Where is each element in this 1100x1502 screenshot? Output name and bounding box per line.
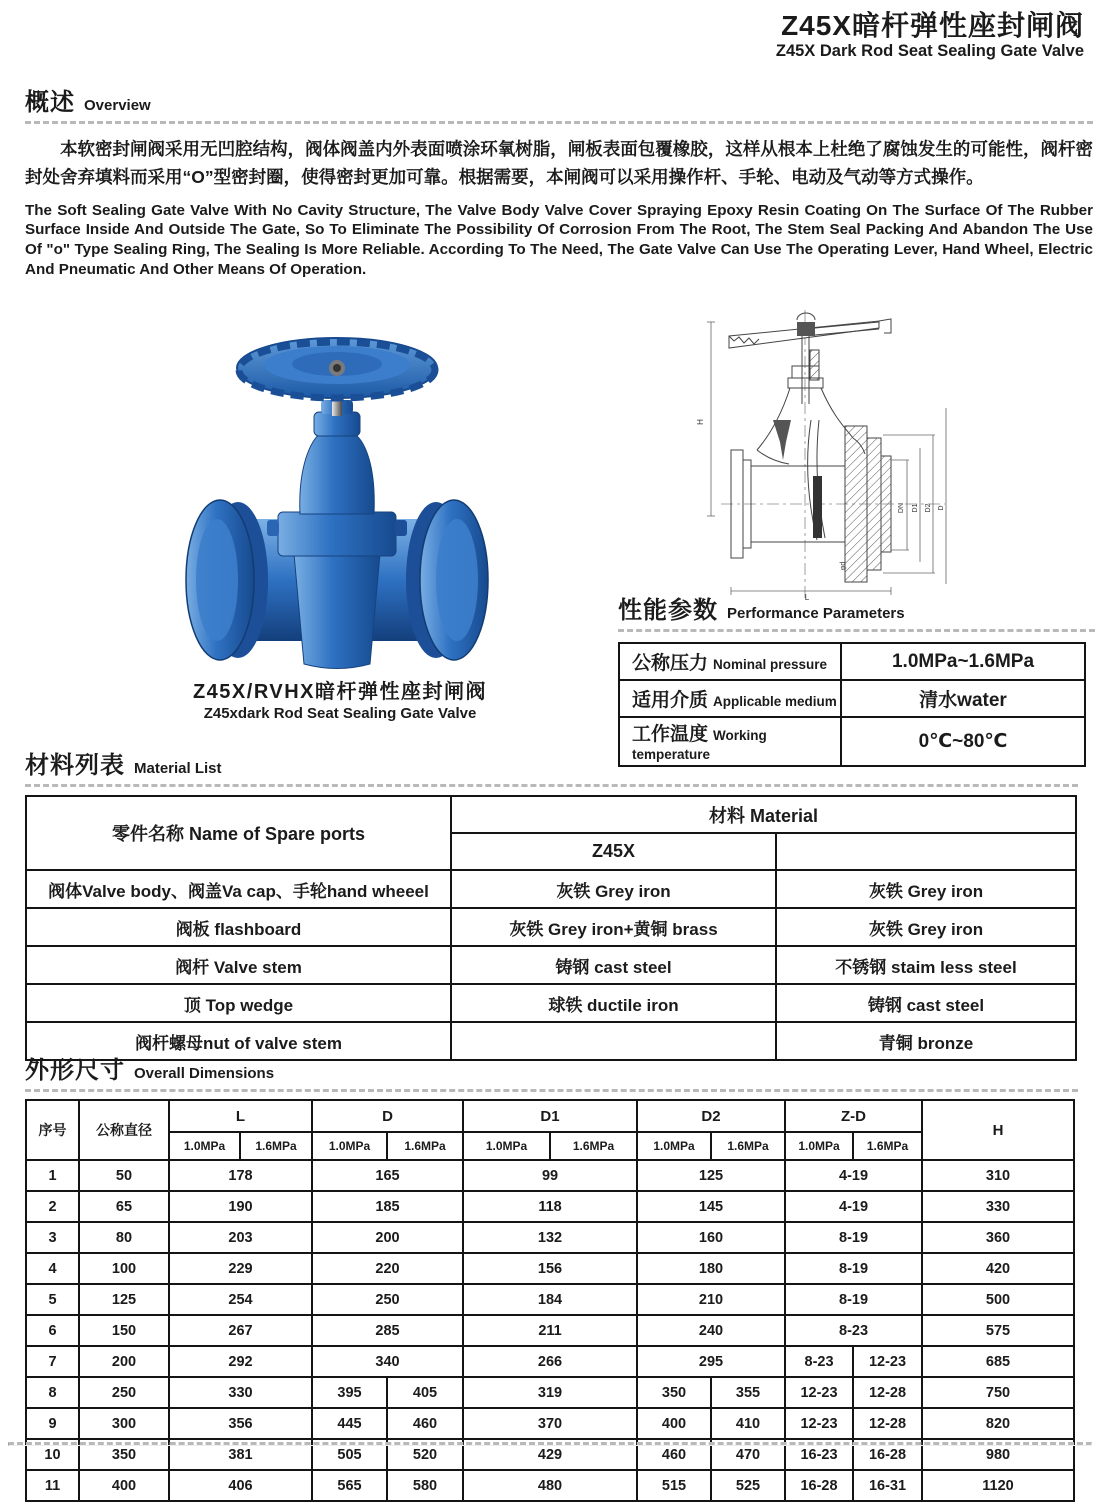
dims-D-16: 405 bbox=[387, 1377, 463, 1408]
dims-ZD: 8-19 bbox=[785, 1253, 922, 1284]
performance-label-en: Working temperature bbox=[632, 728, 767, 762]
dims-L: 190 bbox=[169, 1191, 312, 1222]
dashed-divider bbox=[25, 784, 1078, 787]
dims-sub-L-10: 1.0MPa bbox=[169, 1132, 240, 1160]
dims-L: 267 bbox=[169, 1315, 312, 1346]
dims-D1: 266 bbox=[463, 1346, 637, 1377]
dims-D: 200 bbox=[312, 1222, 463, 1253]
material-row bbox=[26, 908, 1076, 946]
dims-ZD: 4-19 bbox=[785, 1191, 922, 1222]
dims-no: 8 bbox=[26, 1377, 79, 1408]
dims-dn: 100 bbox=[79, 1253, 169, 1284]
performance-label-en: Applicable medium bbox=[713, 694, 837, 709]
overview-paragraph-zh: 本软密封闸阀采用无凹腔结构，阀体阀盖内外表面喷涂环氧树脂，闸板表面包覆橡胶，这样从根本上杜绝了腐蚀发生的可能性，阀杆密封处舍弃填料而采用“O”型密封圈，使得密封更加可靠。根据需要，本闸阀可以采用操作杆、手轮、电动及气动等方式操作。 bbox=[25, 139, 1093, 188]
dims-ZD: 8-23 bbox=[785, 1315, 922, 1346]
valve-product-image bbox=[172, 316, 504, 682]
dims-dn: 50 bbox=[79, 1160, 169, 1191]
material-row bbox=[26, 946, 1076, 984]
dims-group-ZD: Z-D bbox=[785, 1100, 922, 1132]
dims-D: 250 bbox=[312, 1284, 463, 1315]
dims-no: 5 bbox=[26, 1284, 79, 1315]
page-title bbox=[776, 10, 1084, 61]
performance-label-zh: 公称压力 bbox=[632, 653, 709, 674]
dims-L: 381 bbox=[169, 1439, 312, 1470]
dimensions-heading bbox=[25, 1050, 1078, 1085]
dims-no: 10 bbox=[26, 1439, 79, 1470]
drawing-valve-outline bbox=[729, 313, 891, 582]
dims-sub-D-16: 1.6MPa bbox=[387, 1132, 463, 1160]
dims-D1: 429 bbox=[463, 1439, 637, 1470]
dims-D2: 145 bbox=[637, 1191, 785, 1222]
dims-D1: 118 bbox=[463, 1191, 637, 1222]
performance-value-cell: 清水water bbox=[841, 680, 1085, 717]
material-material-header: 材料 Material bbox=[451, 796, 1076, 833]
dims-ZD-10: 16-23 bbox=[785, 1439, 853, 1470]
dims-col-h: H bbox=[922, 1100, 1074, 1160]
overview-heading bbox=[25, 82, 1093, 117]
material-part-name: 顶 Top wedge bbox=[26, 984, 451, 1022]
dims-row bbox=[26, 1222, 1074, 1253]
dims-ZD-10: 12-23 bbox=[785, 1377, 853, 1408]
dims-ZD-10: 12-23 bbox=[785, 1408, 853, 1439]
dims-D2-16: 525 bbox=[711, 1470, 785, 1501]
dims-D-10: 445 bbox=[312, 1408, 387, 1439]
material-value-2: 不锈钢 staim less steel bbox=[776, 946, 1076, 984]
material-heading-zh: 材料列表 bbox=[25, 752, 125, 779]
dashed-divider bbox=[25, 121, 1093, 124]
material-header-row bbox=[26, 796, 1076, 833]
material-section bbox=[25, 745, 1078, 1061]
overview-heading-zh: 概述 bbox=[25, 89, 75, 116]
material-value-2: 铸钢 cast steel bbox=[776, 984, 1076, 1022]
dims-D: 165 bbox=[312, 1160, 463, 1191]
material-part-name: 阀板 flashboard bbox=[26, 908, 451, 946]
dims-L: 203 bbox=[169, 1222, 312, 1253]
dims-D2: 180 bbox=[637, 1253, 785, 1284]
dims-ZD-16: 12-28 bbox=[853, 1408, 922, 1439]
dims-sub-D1-16: 1.6MPa bbox=[550, 1132, 637, 1160]
valve-bonnet bbox=[300, 400, 374, 514]
material-value-2: 灰铁 Grey iron bbox=[776, 870, 1076, 908]
material-value-2: 青铜 bronze bbox=[776, 1022, 1076, 1060]
dims-D1: 99 bbox=[463, 1160, 637, 1191]
dims-D2-16: 470 bbox=[711, 1439, 785, 1470]
valve-technical-drawing bbox=[693, 308, 965, 602]
dims-h: 820 bbox=[922, 1408, 1074, 1439]
dim-label-h: H bbox=[696, 419, 705, 425]
dims-D-16: 520 bbox=[387, 1439, 463, 1470]
dims-sub-D2-16: 1.6MPa bbox=[711, 1132, 785, 1160]
dims-L: 330 bbox=[169, 1377, 312, 1408]
dims-D-10: 565 bbox=[312, 1470, 387, 1501]
material-part-name: 阀杆螺母nut of valve stem bbox=[26, 1022, 451, 1060]
dashed-divider bbox=[618, 629, 1095, 632]
dims-no: 7 bbox=[26, 1346, 79, 1377]
dimensions-section bbox=[25, 1050, 1078, 1502]
dims-dn: 150 bbox=[79, 1315, 169, 1346]
dims-D1: 211 bbox=[463, 1315, 637, 1346]
dims-group-D2: D2 bbox=[637, 1100, 785, 1132]
dims-header-row bbox=[26, 1100, 1074, 1132]
dims-ZD-10: 16-28 bbox=[785, 1470, 853, 1501]
material-value-1: 灰铁 Grey iron+黄铜 brass bbox=[451, 908, 776, 946]
dims-D: 285 bbox=[312, 1315, 463, 1346]
dims-D1: 132 bbox=[463, 1222, 637, 1253]
dims-D2: 240 bbox=[637, 1315, 785, 1346]
dims-D-10: 505 bbox=[312, 1439, 387, 1470]
material-value-1: 铸钢 cast steel bbox=[451, 946, 776, 984]
material-model-header: Z45X bbox=[451, 833, 776, 870]
dim-label-d1: D1 bbox=[912, 503, 919, 513]
dims-h: 500 bbox=[922, 1284, 1074, 1315]
drawing-centerlines bbox=[721, 310, 945, 598]
material-value-1: 灰铁 Grey iron bbox=[451, 870, 776, 908]
dims-col-no: 序号 bbox=[26, 1100, 79, 1160]
dims-no: 6 bbox=[26, 1315, 79, 1346]
valve-handwheel bbox=[237, 338, 437, 398]
dims-D2-10: 515 bbox=[637, 1470, 711, 1501]
dims-col-dn: 公称直径 bbox=[79, 1100, 169, 1160]
drawing-dimension-lines bbox=[696, 322, 946, 602]
dims-D2-10: 350 bbox=[637, 1377, 711, 1408]
material-part-name: 阀体Valve body、阀盖Va cap、手轮hand wheeel bbox=[26, 870, 451, 908]
dims-D2-10: 400 bbox=[637, 1408, 711, 1439]
material-part-name: 阀杆 Valve stem bbox=[26, 946, 451, 984]
performance-label-zh: 工作温度 bbox=[632, 724, 709, 745]
dims-row bbox=[26, 1160, 1074, 1191]
dims-D-16: 580 bbox=[387, 1470, 463, 1501]
dims-dn: 400 bbox=[79, 1470, 169, 1501]
valve-flange-left bbox=[186, 500, 254, 660]
performance-label-cell bbox=[619, 680, 841, 717]
dims-h: 360 bbox=[922, 1222, 1074, 1253]
dim-label-d: D bbox=[938, 505, 945, 511]
dims-sub-D1-10: 1.0MPa bbox=[463, 1132, 550, 1160]
dims-dn: 80 bbox=[79, 1222, 169, 1253]
dims-ZD: 8-19 bbox=[785, 1284, 922, 1315]
dims-D-16: 460 bbox=[387, 1408, 463, 1439]
dims-row bbox=[26, 1253, 1074, 1284]
dim-label-d2: D2 bbox=[925, 503, 932, 513]
dims-ZD-16: 12-28 bbox=[853, 1377, 922, 1408]
dims-L: 178 bbox=[169, 1160, 312, 1191]
valve-flange-right bbox=[420, 500, 488, 660]
dims-D1: 370 bbox=[463, 1408, 637, 1439]
dims-D2-16: 355 bbox=[711, 1377, 785, 1408]
dims-D1: 184 bbox=[463, 1284, 637, 1315]
performance-value-cell: 0℃~80℃ bbox=[841, 717, 1085, 766]
dims-group-D: D bbox=[312, 1100, 463, 1132]
dims-h: 980 bbox=[922, 1439, 1074, 1470]
dims-D: 185 bbox=[312, 1191, 463, 1222]
dims-ZD-10: 8-23 bbox=[785, 1346, 853, 1377]
dims-h: 420 bbox=[922, 1253, 1074, 1284]
overview-section bbox=[25, 82, 1093, 280]
dim-label-phid: φd bbox=[840, 561, 847, 571]
material-table bbox=[25, 795, 1077, 1061]
dimensions-heading-en: Overall Dimensions bbox=[134, 1065, 275, 1082]
dims-group-L: L bbox=[169, 1100, 312, 1132]
dims-D: 340 bbox=[312, 1346, 463, 1377]
material-row bbox=[26, 870, 1076, 908]
dims-ZD-16: 16-31 bbox=[853, 1470, 922, 1501]
dims-L: 356 bbox=[169, 1408, 312, 1439]
dim-label-l: L bbox=[804, 593, 810, 602]
product-caption-en: Z45xdark Rod Seat Sealing Gate Valve bbox=[203, 704, 477, 722]
material-value-2: 灰铁 Grey iron bbox=[776, 908, 1076, 946]
dims-L: 292 bbox=[169, 1346, 312, 1377]
product-caption bbox=[138, 681, 542, 722]
dims-no: 3 bbox=[26, 1222, 79, 1253]
dims-row bbox=[26, 1191, 1074, 1222]
dims-row bbox=[26, 1408, 1074, 1439]
performance-heading-en: Performance Parameters bbox=[727, 605, 905, 622]
dims-h: 685 bbox=[922, 1346, 1074, 1377]
performance-row bbox=[619, 643, 1085, 680]
dims-dn: 200 bbox=[79, 1346, 169, 1377]
dims-D1: 156 bbox=[463, 1253, 637, 1284]
dashed-divider bbox=[25, 1089, 1078, 1092]
dims-no: 1 bbox=[26, 1160, 79, 1191]
page-bottom-divider bbox=[8, 1442, 1092, 1446]
dims-dn: 125 bbox=[79, 1284, 169, 1315]
overview-heading-en: Overview bbox=[84, 97, 151, 114]
dims-row bbox=[26, 1315, 1074, 1346]
dims-D1: 319 bbox=[463, 1377, 637, 1408]
dims-L: 229 bbox=[169, 1253, 312, 1284]
dims-sub-ZD-10: 1.0MPa bbox=[785, 1132, 853, 1160]
dims-sub-ZD-16: 1.6MPa bbox=[853, 1132, 922, 1160]
dimensions-heading-zh: 外形尺寸 bbox=[25, 1057, 125, 1084]
dims-subheader-row bbox=[26, 1132, 1074, 1160]
dims-D1: 480 bbox=[463, 1470, 637, 1501]
dims-L: 406 bbox=[169, 1470, 312, 1501]
dims-h: 330 bbox=[922, 1191, 1074, 1222]
dims-sub-D2-10: 1.0MPa bbox=[637, 1132, 711, 1160]
performance-heading bbox=[618, 590, 1095, 625]
material-heading-en: Material List bbox=[134, 760, 222, 777]
dims-D2: 160 bbox=[637, 1222, 785, 1253]
dims-no: 2 bbox=[26, 1191, 79, 1222]
dims-D2-10: 460 bbox=[637, 1439, 711, 1470]
performance-label-en: Nominal pressure bbox=[713, 657, 828, 672]
dims-row bbox=[26, 1470, 1074, 1501]
dims-D2: 210 bbox=[637, 1284, 785, 1315]
dims-h: 1120 bbox=[922, 1470, 1074, 1501]
dims-dn: 65 bbox=[79, 1191, 169, 1222]
dim-label-dn: DN bbox=[898, 502, 905, 514]
dims-ZD: 4-19 bbox=[785, 1160, 922, 1191]
dims-no: 4 bbox=[26, 1253, 79, 1284]
material-row bbox=[26, 984, 1076, 1022]
material-value-1: 球铁 ductile iron bbox=[451, 984, 776, 1022]
performance-value-cell: 1.0MPa~1.6MPa bbox=[841, 643, 1085, 680]
material-heading bbox=[25, 745, 1078, 780]
dims-row bbox=[26, 1377, 1074, 1408]
dims-no: 9 bbox=[26, 1408, 79, 1439]
page-title-en: Z45X Dark Rod Seat Sealing Gate Valve bbox=[775, 42, 1084, 61]
dims-L: 254 bbox=[169, 1284, 312, 1315]
dims-h: 575 bbox=[922, 1315, 1074, 1346]
page-title-zh: Z45X暗杆弹性座封闸阀 bbox=[781, 10, 1084, 41]
performance-label-zh: 适用介质 bbox=[632, 690, 709, 711]
dims-D2: 125 bbox=[637, 1160, 785, 1191]
dims-row bbox=[26, 1346, 1074, 1377]
dims-sub-L-16: 1.6MPa bbox=[240, 1132, 312, 1160]
performance-label-cell bbox=[619, 643, 841, 680]
performance-heading-zh: 性能参数 bbox=[618, 597, 718, 624]
product-caption-zh: Z45X/RVHX暗杆弹性座封闸阀 bbox=[192, 681, 488, 703]
performance-row bbox=[619, 680, 1085, 717]
performance-section bbox=[618, 590, 1095, 767]
dims-D: 220 bbox=[312, 1253, 463, 1284]
overview-paragraph-en: The Soft Sealing Gate Valve With No Cavity Structure, The Valve Body Valve Cover Spraying Epoxy Resin Coating On The Surface Of The Rubber Surface Inside And Outside The Gate, So To Eliminate The Possibility Of Corrosion From The Root, The Stem Seal Packing And Abandon The Use Of "o" Type Sealing Ring, The Sealing Is More Reliable. According To The Need, The Gate Valve Can Use The Operating Lever, Hand Wheel, Electric And Pneumatic And Other Means Of Operation. bbox=[25, 201, 1093, 278]
dims-sub-D-10: 1.0MPa bbox=[312, 1132, 387, 1160]
dims-h: 310 bbox=[922, 1160, 1074, 1191]
dims-row bbox=[26, 1284, 1074, 1315]
material-model-header-right bbox=[776, 833, 1076, 870]
dims-D2: 295 bbox=[637, 1346, 785, 1377]
dims-no: 11 bbox=[26, 1470, 79, 1501]
dims-group-D1: D1 bbox=[463, 1100, 637, 1132]
dims-ZD-16: 12-23 bbox=[853, 1346, 922, 1377]
dims-D2-16: 410 bbox=[711, 1408, 785, 1439]
dims-h: 750 bbox=[922, 1377, 1074, 1408]
dims-dn: 250 bbox=[79, 1377, 169, 1408]
dims-dn: 300 bbox=[79, 1408, 169, 1439]
dims-ZD: 8-19 bbox=[785, 1222, 922, 1253]
dims-ZD-16: 16-28 bbox=[853, 1439, 922, 1470]
dims-dn: 350 bbox=[79, 1439, 169, 1470]
dims-D-10: 395 bbox=[312, 1377, 387, 1408]
material-name-header: 零件名称 Name of Spare ports bbox=[26, 796, 451, 870]
